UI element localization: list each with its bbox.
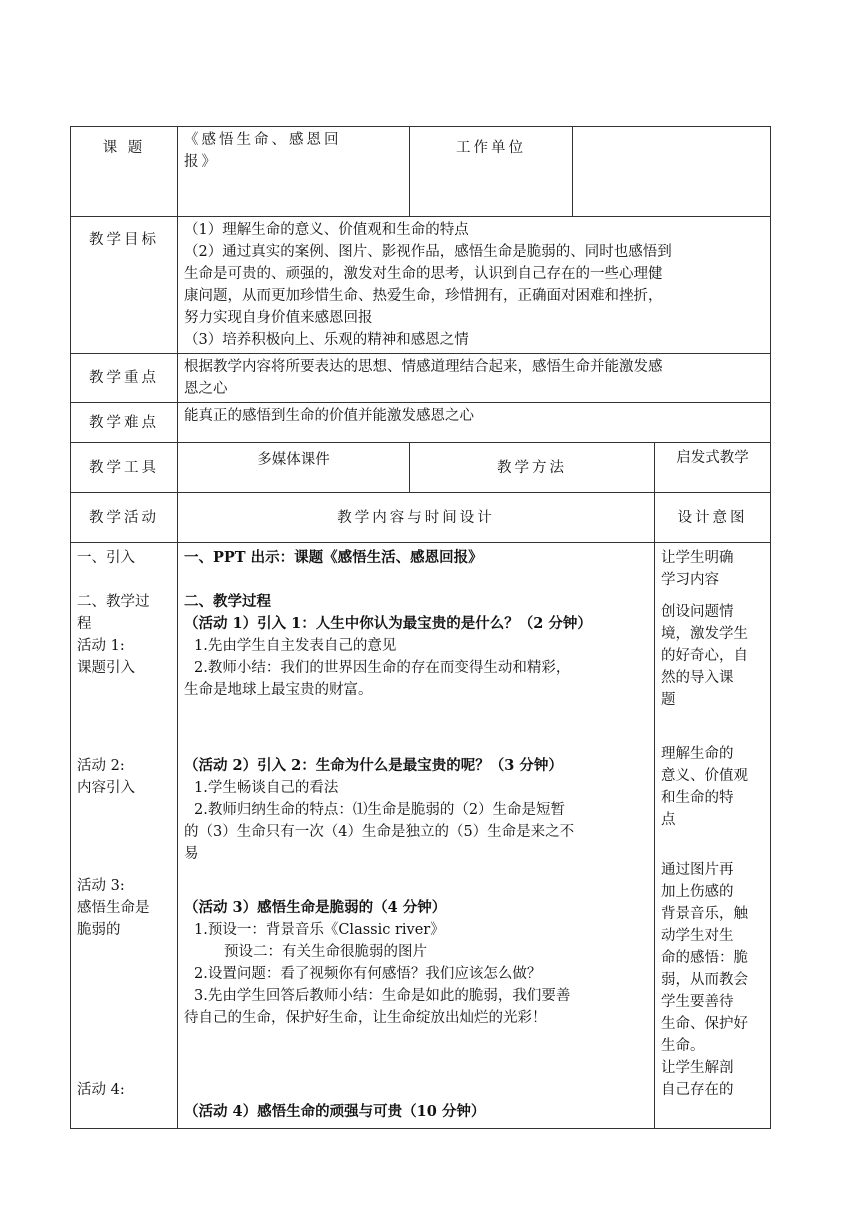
design-intent-line: 学习内容 (661, 572, 719, 588)
activity-label: 活动 1: (77, 638, 125, 654)
row-activities-header (71, 493, 771, 543)
design-intent-line: 和生命的特 (661, 790, 734, 806)
activity-label: 脆弱的 (77, 922, 121, 938)
activity-step-label: 二、教学过 (77, 594, 150, 610)
goal-line: 生命是可贵的、顽强的，激发对生命的思考，认识到自己存在的一些心理健 (184, 266, 663, 282)
design-intent-line: 动学生对生 (661, 928, 734, 944)
activity-step-label: 程 (77, 616, 92, 632)
content-line: 2.设置问题：看了视频你有何感悟？我们应该怎么做？ (194, 966, 542, 982)
method-label: 教学方法 (410, 443, 655, 493)
activity-step-label: 一、引入 (77, 550, 135, 566)
design-intent-line: 让学生解剖 (661, 1060, 734, 1076)
course-title-line1: 《感悟生命、感恩回 (184, 132, 342, 148)
activity-label: 活动 2: (77, 758, 125, 774)
course-title-line2: 报》 (184, 154, 219, 170)
goal-line: 康问题，从而更加珍惜生命、热爱生命，珍惜拥有，正确面对困难和挫折， (184, 288, 663, 304)
content-line: 的（3）生命只有一次（4）生命是独立的（5）生命是来之不 (184, 824, 575, 840)
design-intent-line: 加上伤感的 (661, 884, 734, 900)
design-intent-line: 理解生命的 (661, 746, 734, 762)
content-line: 生命是地球上最宝贵的财富。 (184, 682, 373, 698)
activity-title: （活动 1）引入 1：人生中你认为最宝贵的是什么？（2 分钟） (184, 615, 592, 632)
design-intent-line: 意义、价值观 (661, 768, 748, 784)
key-points-content (178, 354, 771, 403)
activities-col1-header: 教学活动 (71, 493, 178, 543)
design-intent-line: 的好奇心，自 (661, 648, 748, 664)
design-intent-line: 点 (661, 812, 676, 828)
key-point-line: 恩之心 (184, 381, 228, 397)
content-line: 预设二：有关生命很脆弱的图片 (224, 944, 427, 960)
design-intent-line: 然的导入课 (661, 670, 734, 686)
activity-title: （活动 3）感悟生命是脆弱的（4 分钟） (184, 899, 447, 916)
row-activities-body (71, 543, 771, 1129)
unit-label: 工作单位 (410, 127, 573, 217)
design-intent-line: 学生要善待 (661, 994, 734, 1010)
content-line: 1.学生畅谈自己的看法 (194, 780, 339, 796)
design-intent-line: 通过图片再 (661, 862, 734, 878)
content-line: 2.教师归纳生命的特点：⑴生命是脆弱的（2）生命是短暂 (194, 802, 566, 818)
goal-line: （1）理解生命的意义、价值观和生命的特点 (184, 222, 469, 238)
activities-col2-header: 教学内容与时间设计 (178, 493, 655, 543)
activity-label: 内容引入 (77, 780, 135, 796)
row-goals (71, 217, 771, 354)
activity-title: （活动 4）感悟生命的顽强与可贵（10 分钟） (184, 1103, 486, 1120)
activity-label: 活动 3: (77, 878, 125, 894)
activities-middle (178, 543, 655, 1129)
content-line: 3.先由学生回答后教师小结：生命是如此的脆弱，我们要善 (194, 988, 571, 1004)
row-key-points (71, 354, 771, 403)
activities-right (655, 543, 771, 1129)
row-tools (71, 443, 771, 493)
design-intent-line: 弱，从而教会 (661, 972, 748, 988)
key-points-label: 教学重点 (71, 354, 178, 403)
goals-label: 教学目标 (71, 217, 178, 354)
design-intent-line: 让学生明确 (661, 550, 734, 566)
method-value: 启发式教学 (655, 443, 771, 493)
content-line: 1.预设一：背景音乐《Classic river》 (194, 922, 445, 938)
unit-value[interactable] (573, 127, 771, 217)
design-intent-line: 背景音乐，触 (661, 906, 748, 922)
goals-content (178, 217, 771, 354)
content-heading: 二、教学过程 (184, 593, 271, 610)
course-label: 课 题 (71, 127, 178, 217)
activity-label: 活动 4: (77, 1082, 125, 1098)
goal-line: （2）通过真实的案例、图片、影视作品，感悟生命是脆弱的、同时也感悟到 (184, 244, 672, 260)
course-title (178, 127, 410, 217)
design-intent-line: 创设问题情 (661, 604, 734, 620)
lesson-plan-table (70, 126, 771, 1129)
activity-title: （活动 2）引入 2：生命为什么是最宝贵的呢？（3 分钟） (184, 757, 563, 774)
design-intent-line: 题 (661, 692, 676, 708)
design-intent-line: 生命。 (661, 1038, 705, 1054)
activities-left (71, 543, 178, 1129)
goal-line: 努力实现自身价值来感恩回报 (184, 310, 373, 326)
activity-label: 课题引入 (77, 660, 135, 676)
content-heading: 一、PPT 出示：课题《感悟生活、感恩回报》 (184, 549, 483, 566)
activity-label: 感悟生命是 (77, 900, 150, 916)
key-point-line: 根据教学内容将所要表达的思想、情感道理结合起来，感悟生命并能激发感 (184, 359, 663, 375)
difficulty-label: 教学难点 (71, 403, 178, 443)
design-intent-line: 生命、保护好 (661, 1016, 748, 1032)
design-intent-line: 境，激发学生 (661, 626, 748, 642)
row-course (71, 127, 771, 217)
row-difficulty (71, 403, 771, 443)
content-line: 2.教师小结：我们的世界因生命的存在而变得生动和精彩， (194, 660, 571, 676)
content-line: 1.先由学生自主发表自己的意见 (194, 638, 397, 654)
design-intent-line: 自己存在的 (661, 1082, 734, 1098)
content-line: 待自己的生命，保护好生命，让生命绽放出灿烂的光彩！ (184, 1010, 547, 1026)
tools-value: 多媒体课件 (178, 443, 410, 493)
content-line: 易 (184, 846, 199, 862)
tools-label: 教学工具 (71, 443, 178, 493)
difficulty-content: 能真正的感悟到生命的价值并能激发感恩之心 (178, 403, 771, 443)
activities-col3-header: 设计意图 (655, 493, 771, 543)
design-intent-line: 命的感悟：脆 (661, 950, 748, 966)
goal-line: （3）培养积极向上、乐观的精神和感恩之情 (184, 332, 469, 348)
